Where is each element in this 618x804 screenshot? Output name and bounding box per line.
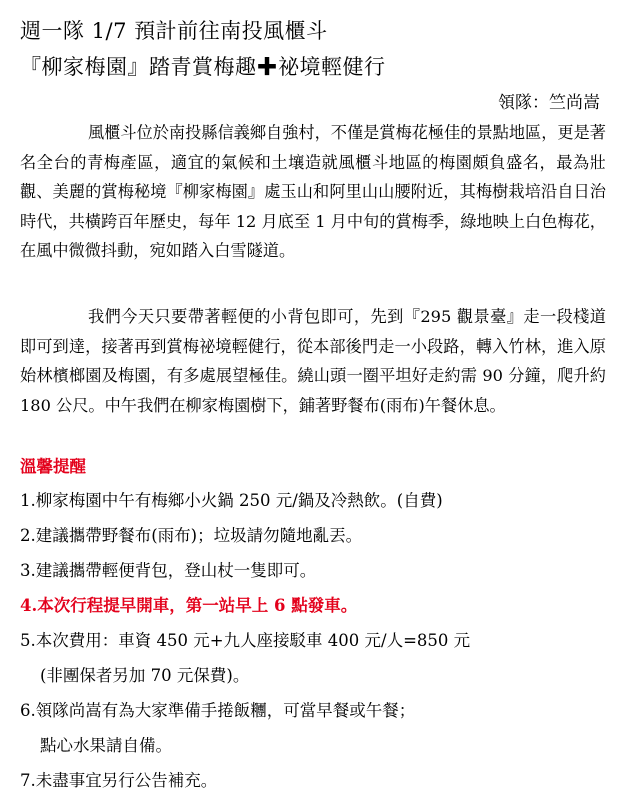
tip-item-text: 6.領隊尚嵩有為大家準備手捲飯糰，可當早餐或午餐；	[20, 701, 416, 720]
tip-item-text: 7.未盡事宜另行公告補充。	[20, 771, 218, 790]
tip-item-5-fee	[20, 629, 610, 688]
tip-item-7	[20, 769, 610, 793]
tip-item-1	[20, 489, 610, 513]
plan-paragraph: 我們今天只要帶著輕便的小背包即可，先到『295 觀景臺』走一段棧道即可到達，接著再到賞梅祕境輕健行，從本部後門走一小段路，轉入竹林，進入原始林檳榔園及梅園，有多處展望極佳。繞山頭一圈平坦好走約需 90 分鐘，爬升約 180 公尺。中午我們在柳家梅園樹下，鋪著野餐布(雨布)午餐休息。	[20, 307, 606, 415]
title-line-2: 『柳家梅園』踏青賞梅趣✚祕境輕健行	[20, 55, 386, 79]
tip-item-6	[20, 699, 610, 758]
tip-item-3	[20, 559, 610, 583]
tip-item-text: 3.建議攜帶輕便背包，登山杖一隻即可。	[20, 561, 317, 580]
title-line-1: 週一隊 1/7 預計前往南投風櫃斗	[20, 19, 328, 43]
tip-item-text: 1.柳家梅園中午有梅鄉小火鍋 250 元/鍋及冷熱飲。(自費)	[20, 491, 443, 510]
leader-name: 領隊：竺尚嵩	[498, 93, 600, 113]
intro-paragraph: 風櫃斗位於南投縣信義鄉自強村，不僅是賞梅花極佳的景點地區，更是著名全台的青梅產區，適宜的氣候和土壤造就風櫃斗地區的梅園頗負盛名，最為壯觀、美麗的賞梅秘境『柳家梅園』處玉山和阿里山山腰附近，其梅樹栽培沿自日治時代，共橫跨百年歷史，每年 12 月底至 1 月中旬的賞梅季，綠地映上白色梅花，在風中微微抖動，宛如踏入白雪隧道。	[20, 123, 606, 261]
tips-list	[20, 489, 610, 804]
tip-item-2	[20, 524, 610, 548]
tips-heading: 溫馨提醒	[20, 457, 86, 476]
tip-item-text: 5.本次費用：車資 450 元+九人座接駁車 400 元/人=850 元	[20, 631, 471, 650]
tip-item-continuation: 點心水果請自備。	[40, 736, 172, 755]
tip-item-continuation: (非團保者另加 70 元保費)。	[40, 666, 250, 685]
tip-item-text: 2.建議攜帶野餐布(雨布)；垃圾請勿隨地亂丟。	[20, 526, 363, 545]
tip-item-text: 4.本次行程提早開車，第一站早上 6 點發車。	[20, 596, 358, 615]
tip-item-4-departure	[20, 594, 610, 618]
